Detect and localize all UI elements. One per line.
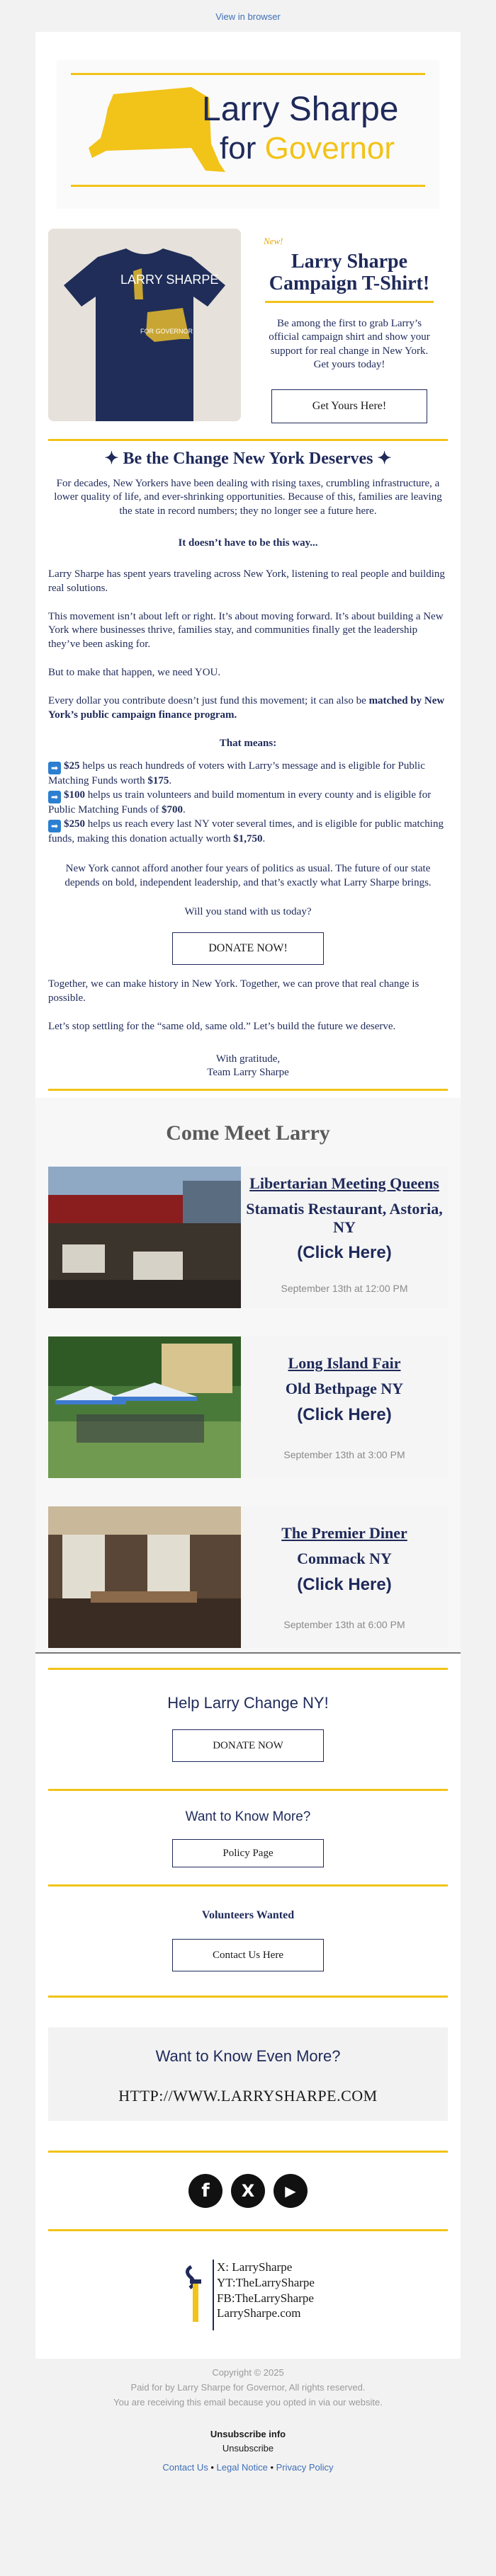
campaign-logo [57, 60, 439, 209]
tshirt-title-line2: Campaign T-Shirt! [269, 272, 430, 294]
event-photo-diner[interactable] [48, 1506, 241, 1648]
tshirt-title-line1: Larry Sharpe [291, 251, 408, 273]
meet-title: Come Meet Larry [166, 1121, 330, 1145]
event-place: Commack NY [297, 1550, 392, 1568]
legal-notice-link[interactable]: Legal Notice [216, 2462, 268, 2473]
signature-fb: FB:TheLarrySharpe [217, 2291, 314, 2305]
know-more-heading: Want to Know More? [185, 1809, 311, 1825]
donation-tier [48, 818, 448, 847]
signature-x: X: LarrySharpe [217, 2260, 293, 2274]
letter-intro: For decades, New Yorkers have been dealing with rising taxes, crumbling infrastructure, a lower quality of life, and ever-shrinking opportunities. Because of this, families are leaving the state in record numbers; they no longer see a future here. [54, 477, 442, 517]
event-click-link[interactable]: (Click Here) [297, 1404, 392, 1424]
divider [48, 1089, 448, 1091]
closing-line1: With gratitude, [215, 1053, 281, 1065]
torch-logo-icon [181, 2260, 210, 2330]
new-tag: New! [264, 236, 283, 246]
paid-for: Paid for by Larry Sharpe for Governor, All rights reserved. [130, 2381, 366, 2393]
unsubscribe-link[interactable]: Unsubscribe [222, 2443, 274, 2454]
tshirt-print-name: LARRY SHARPE [120, 273, 219, 287]
tier-text: helps us reach hundreds of voters with Larry’s message and is eligible for Public Matching Funds worth [48, 760, 425, 787]
closing [48, 1053, 448, 1081]
privacy-policy-link[interactable]: Privacy Policy [276, 2462, 334, 2473]
event-title[interactable]: Long Island Fair [288, 1354, 401, 1373]
restaurant-photo-icon [48, 1167, 241, 1308]
cannot-afford: New York cannot afford another four years of politics as usual. The future of our state depends on bold, independent leadership, and that’s exactly what Larry Sharpe brings. [64, 862, 432, 888]
youtube-icon[interactable]: ▶ [274, 2174, 308, 2208]
event-card[interactable] [48, 1167, 448, 1308]
donate-now-button[interactable]: DONATE NOW! [172, 932, 324, 965]
logo-for: for [220, 131, 257, 166]
website-link[interactable]: HTTP://WWW.LARRYSHARPE.COM [118, 2087, 378, 2105]
footer-separator: • [210, 2462, 214, 2473]
help-block [48, 1670, 448, 1789]
logo-name: Larry Sharpe [202, 91, 399, 128]
policy-page-button[interactable]: Policy Page [172, 1839, 324, 1867]
unsubscribe-info: Unsubscribe info [210, 2428, 286, 2439]
tshirt-section [35, 216, 461, 439]
tier-end: . [183, 804, 186, 816]
tier-match: $175 [147, 775, 169, 787]
right-arrow-icon: ➡ [48, 820, 61, 832]
signature-block [35, 2231, 461, 2359]
footer [0, 2359, 496, 2475]
donation-tier [48, 760, 448, 789]
signature-yt: YT:TheLarrySharpe [217, 2275, 315, 2289]
fair-photo-icon [48, 1336, 241, 1478]
events-section [35, 1098, 461, 1652]
social-links [35, 2153, 461, 2229]
volunteers-block [48, 1887, 448, 1996]
letter-p1: Larry Sharpe has spent years traveling across New York, listening to real people and building real solutions. [48, 568, 445, 594]
get-yours-button[interactable]: Get Yours Here! [271, 389, 427, 423]
website-block [48, 2027, 448, 2121]
help-heading: Help Larry Change NY! [167, 1694, 329, 1712]
letter-section [35, 441, 461, 1081]
event-click-link[interactable]: (Click Here) [297, 1242, 392, 1262]
view-in-browser-link[interactable]: View in browser [215, 11, 281, 22]
event-time: September 13th at 6:00 PM [283, 1618, 405, 1630]
logo-governor: Governor [264, 131, 395, 166]
donation-tier-list [48, 760, 448, 846]
email-card [35, 32, 461, 2359]
tier-end: . [262, 832, 266, 845]
event-time: September 13th at 12:00 PM [281, 1282, 408, 1294]
tshirt-title-underline [265, 301, 434, 303]
tshirt-title [258, 251, 441, 295]
cta-section [35, 1668, 461, 1998]
letter-p4-bold: matched by New York’s public campaign finance program. [48, 694, 445, 721]
footer-links [0, 2461, 496, 2475]
event-time: September 13th at 3:00 PM [283, 1448, 405, 1460]
tshirt-description: Be among the first to grab Larry’s official campaign shirt and show your support for real change in New York. Get yours today! [269, 317, 430, 371]
tier-text: helps us train volunteers and build momentum in every county and is eligible for Public Matching Funds of [48, 789, 432, 816]
header [35, 32, 461, 216]
facebook-icon[interactable]: f [188, 2174, 222, 2208]
event-details [241, 1506, 448, 1648]
event-card[interactable] [48, 1336, 448, 1478]
tier-match: $700 [162, 804, 183, 816]
donate-button-wrap [48, 932, 448, 965]
letter-p5: Together, we can make history in New York. Together, we can prove that real change is possible. [48, 978, 419, 1004]
tier-amount: $25 [64, 760, 80, 772]
contact-us-link[interactable]: Contact Us [162, 2462, 208, 2473]
know-more-block [48, 1791, 448, 1884]
letter-p6: Let’s stop settling for the “same old, same old.” Let’s build the future we deserve. [48, 1020, 396, 1032]
event-place: Stamatis Restaurant, Astoria, NY [246, 1200, 443, 1236]
letter-p4-start: Every dollar you contribute doesn’t just fund this movement; it can also be [48, 694, 369, 706]
event-title[interactable]: The Premier Diner [281, 1524, 407, 1542]
tier-match: $1,750 [233, 832, 263, 845]
tier-text: helps us reach every last NY voter several times, and is eligible for public matching funds, making this donation actually worth [48, 818, 444, 845]
event-details [241, 1336, 448, 1478]
logo-top-rule [71, 73, 425, 75]
diner-photo-icon [48, 1506, 241, 1648]
closing-line2: Team Larry Sharpe [207, 1067, 289, 1079]
will-you-stand: Will you stand with us today? [184, 906, 312, 918]
letter-p2: This movement isn’t about left or right. It’s about moving forward. It’s about building a New York where businesses thrive, families stay, and communities finally get the leadership they’ve been asking for. [48, 610, 444, 651]
event-click-link[interactable]: (Click Here) [297, 1574, 392, 1594]
tier-amount: $100 [64, 789, 85, 801]
letter-title: ✦ Be the Change New York Deserves ✦ [104, 449, 392, 468]
letter-p3: But to make that happen, we need YOU. [48, 666, 221, 678]
tshirt-info [241, 229, 448, 423]
footer-separator: • [270, 2462, 274, 2473]
signature-lines [213, 2260, 315, 2330]
tshirt-print-sub: FOR GOVERNOR [140, 328, 193, 335]
copyright: Copyright © 2025 [212, 2367, 284, 2378]
event-title[interactable]: Libertarian Meeting Queens [249, 1174, 439, 1193]
divider [35, 1652, 461, 1654]
tshirt-illustration [48, 229, 241, 421]
event-place: Old Bethpage NY [285, 1380, 404, 1398]
tier-amount: $250 [64, 818, 85, 830]
volunteers-heading: Volunteers Wanted [201, 1909, 295, 1922]
not-this-way: It doesn’t have to be this way... [178, 537, 318, 549]
that-means: That means: [219, 738, 277, 750]
x-icon[interactable]: X [231, 2174, 265, 2208]
donate-now-button-2[interactable]: DONATE NOW [172, 1729, 324, 1762]
right-arrow-icon: ➡ [48, 762, 61, 774]
right-arrow-icon: ➡ [48, 791, 61, 803]
signature-site[interactable]: LarrySharpe.com [217, 2306, 301, 2320]
event-details [241, 1167, 448, 1308]
tshirt-image[interactable] [48, 229, 241, 421]
divider [48, 1996, 448, 1998]
event-photo-restaurant[interactable] [48, 1167, 241, 1308]
spacer [0, 2410, 496, 2427]
donation-tier [48, 789, 448, 818]
letter-p4 [48, 694, 448, 723]
receiving-notice: You are receiving this email because you opted in via our website. [113, 2396, 383, 2408]
event-card[interactable] [48, 1506, 448, 1648]
event-photo-fair[interactable] [48, 1336, 241, 1478]
tier-end: . [169, 775, 172, 787]
contact-us-button[interactable]: Contact Us Here [172, 1939, 324, 1971]
know-even-more-heading: Want to Know Even More? [155, 2047, 341, 2066]
logo-for-governor [220, 131, 395, 166]
